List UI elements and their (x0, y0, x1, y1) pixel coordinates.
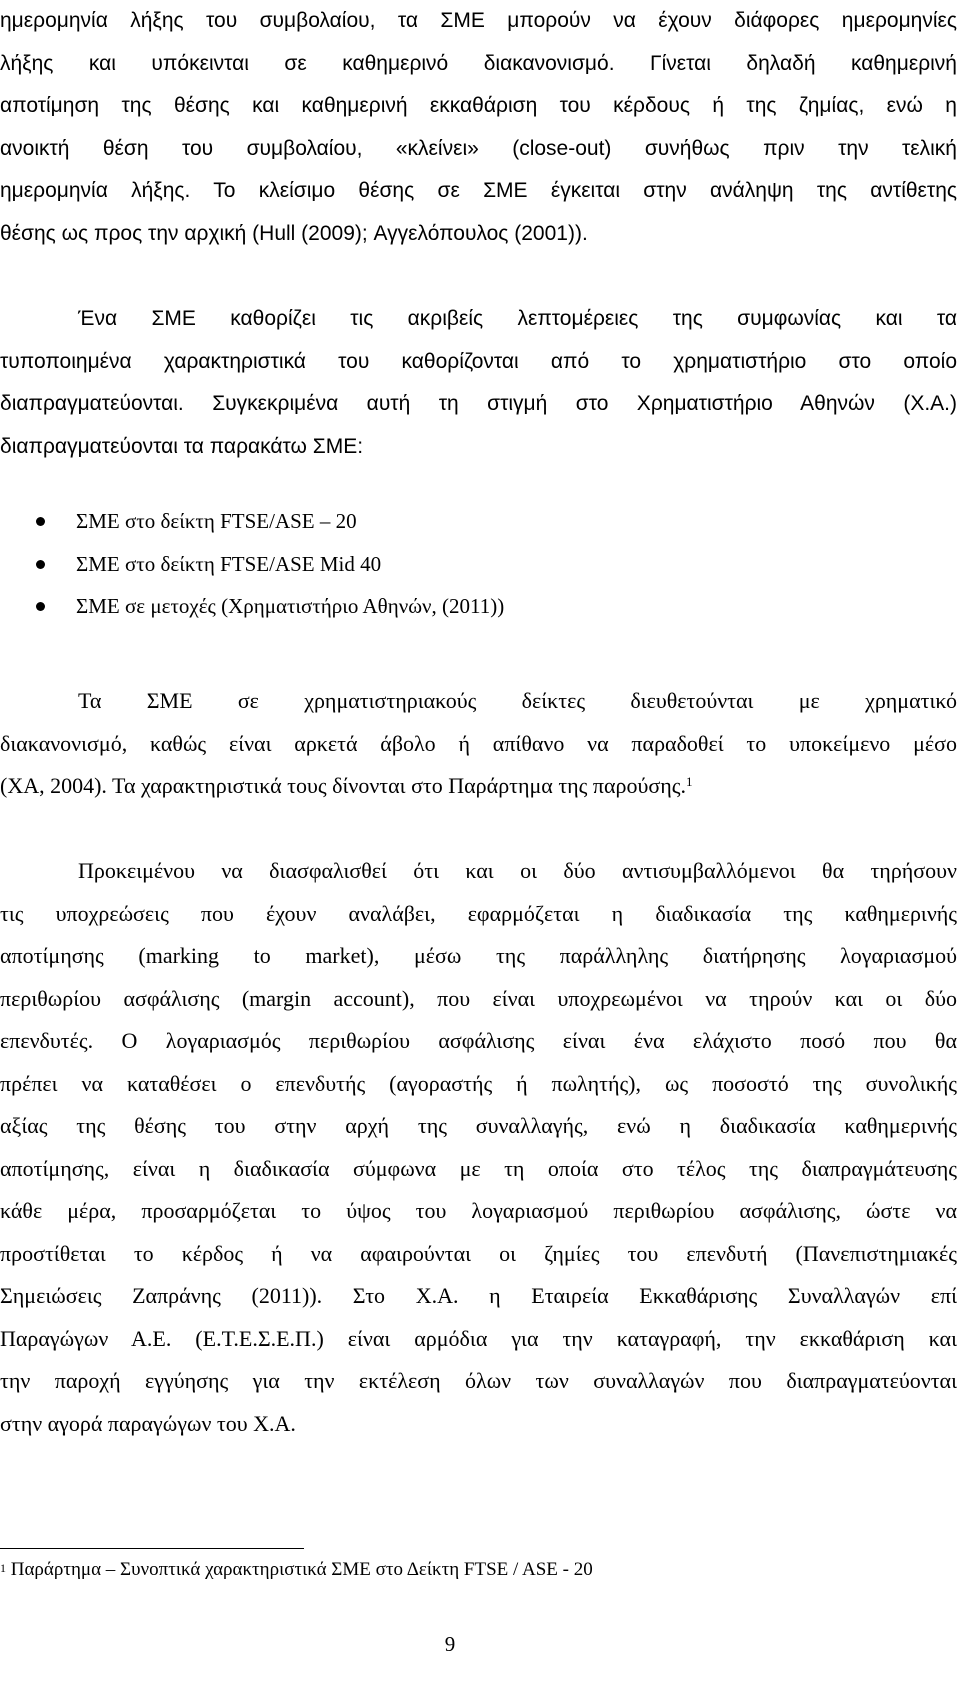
text-line: αποτίμησης, είναι η διαδικασία σύμφωνα με τη οποία στο τέλος της διαπραγμάτευσης (0, 1155, 957, 1181)
text-line: Προκειμένου να διασφαλισθεί ότι και οι δύο αντισυμβαλλόμενοι θα τηρήσουν (78, 858, 957, 883)
text-line: στην αγορά παραγώγων του Χ.Α. (0, 1410, 296, 1436)
text-line: τις υποχρεώσεις που έχουν αναλάβει, εφαρμόζεται η διαδικασία της καθημερινής (0, 900, 957, 926)
bullet-icon (36, 602, 45, 611)
text-line: περιθωρίου ασφάλισης (margin account), που είναι υποχρεωμένοι να τηρούν και οι δύο (0, 985, 957, 1011)
text-line: τυποποιημένα χαρακτηριστικά του καθορίζονται από το χρηματιστήριο στο οποίο (0, 349, 957, 373)
text-line: ημερομηνία λήξης του συμβολαίου, τα ΣΜΕ μπορούν να έχουν διάφορες ημερομηνίες (0, 9, 957, 32)
sme-bullet-list (0, 500, 504, 628)
text-line: διακανονισμό, καθώς είναι αρκετά άβολο ή απίθανο να παραδοθεί το υποκείμενο μέσο (0, 730, 957, 756)
list-item: ΣΜΕ στο δείκτη FTSE/ASE Mid 40 (0, 543, 504, 586)
text-line: Ένα ΣΜΕ καθορίζει τις ακριβείς λεπτομέρειες της συμφωνίας και τα (78, 307, 957, 330)
footnote (0, 1556, 593, 1584)
text-line: πρέπει να καταθέσει ο επενδυτής (αγοραστής ή πωλητής), ως ποσοστό της συνολικής (0, 1070, 957, 1096)
text-line: επενδυτές. Ο λογαριασμός περιθωρίου ασφάλισης είναι ένα ελάχιστο ποσό που θα (0, 1028, 957, 1053)
text-line: (ΧΑ, 2004). Τα χαρακτηριστικά τους δίνονται στο Παράρτημα της παρούσης.$^1$ (0, 773, 693, 798)
text-line: διαπραγματεύονται. Συγκεκριμένα αυτή τη στιγμή στο Χρηματιστήριο Αθηνών (Χ.Α.) (0, 392, 957, 415)
footnote-divider (0, 1548, 304, 1549)
text-line: λήξης και υπόκεινται σε καθημερινό διακανονισμό. Γίνεται δηλαδή καθημερινή (0, 51, 957, 75)
text-line: ημερομηνία λήξης. Το κλείσιμο θέσης σε ΣΜΕ έγκειται στην ανάληψη της αντίθετης (0, 179, 957, 202)
bullet-icon (36, 517, 45, 526)
text-line: αποτίμησης (marking to market), μέσω της παράλληλης διατήρησης λογαριασμού (0, 943, 957, 968)
paragraph-marking-to-market (0, 850, 957, 1445)
text-line: Τα ΣΜΕ σε χρηματιστηριακούς δείκτες διευθετούνται με χρηματικό (78, 688, 957, 713)
text-line: προστίθεται το κέρδος ή να αφαιρούνται οι ζημίες του επενδυτή (Πανεπιστημιακές (0, 1240, 957, 1266)
text-line: Παραγώγων Α.Ε. (Ε.Τ.Ε.Σ.Ε.Π.) είναι αρμόδια για την καταγραφή, την εκκαθάριση και (0, 1325, 957, 1351)
list-item: ΣΜΕ σε μετοχές (Χρηματιστήριο Αθηνών, (2011)) (0, 585, 504, 628)
paragraph-sme-details (0, 298, 957, 468)
text-line: θέσης ως προς την αρχική (Hull (2009); Αγγελόπουλος (2001)). (0, 221, 588, 245)
list-item: ΣΜΕ στο δείκτη FTSE/ASE – 20 (0, 500, 504, 543)
footnote-ref: 1 (685, 774, 693, 789)
page-number: 9 (444, 1632, 456, 1656)
paragraph-index-settlement (0, 680, 957, 808)
text-line: την παροχή εγγύησης για την εκτέλεση όλων των συναλλαγών που διαπραγματεύονται (0, 1368, 957, 1393)
bullet-icon (36, 560, 45, 569)
text-line: αξίας της θέσης του στην αρχή της συναλλαγής, ενώ η διαδικασία καθημερινής (0, 1113, 957, 1138)
text-line: ανοικτή θέση του συμβολαίου, «κλείνει» (close-out) συνήθως πριν την τελική (0, 136, 957, 160)
footnote-text: Παράρτημα – Συνοπτικά χαρακτηριστικά ΣΜΕ στο Δείκτη FTSE / ASE - 20 (6, 1559, 593, 1580)
text-line: κάθε μέρα, προσαρμόζεται το ύψος του λογαριασμού περιθωρίου ασφάλισης, ώστε να (0, 1198, 957, 1223)
paragraph-contract-settlement (0, 0, 957, 255)
text-line: διαπραγματεύονται τα παρακάτω ΣΜΕ: (0, 434, 364, 458)
text-line: αποτίμηση της θέσης και καθημερινή εκκαθάριση του κέρδους ή της ζημίας, ενώ η (0, 94, 957, 117)
footnote-marker: 1 (0, 1561, 6, 1575)
text-line: Σημειώσεις Ζαπράνης (2011)). Στο Χ.Α. η Εταιρεία Εκκαθάρισης Συναλλαγών επί (0, 1283, 957, 1308)
